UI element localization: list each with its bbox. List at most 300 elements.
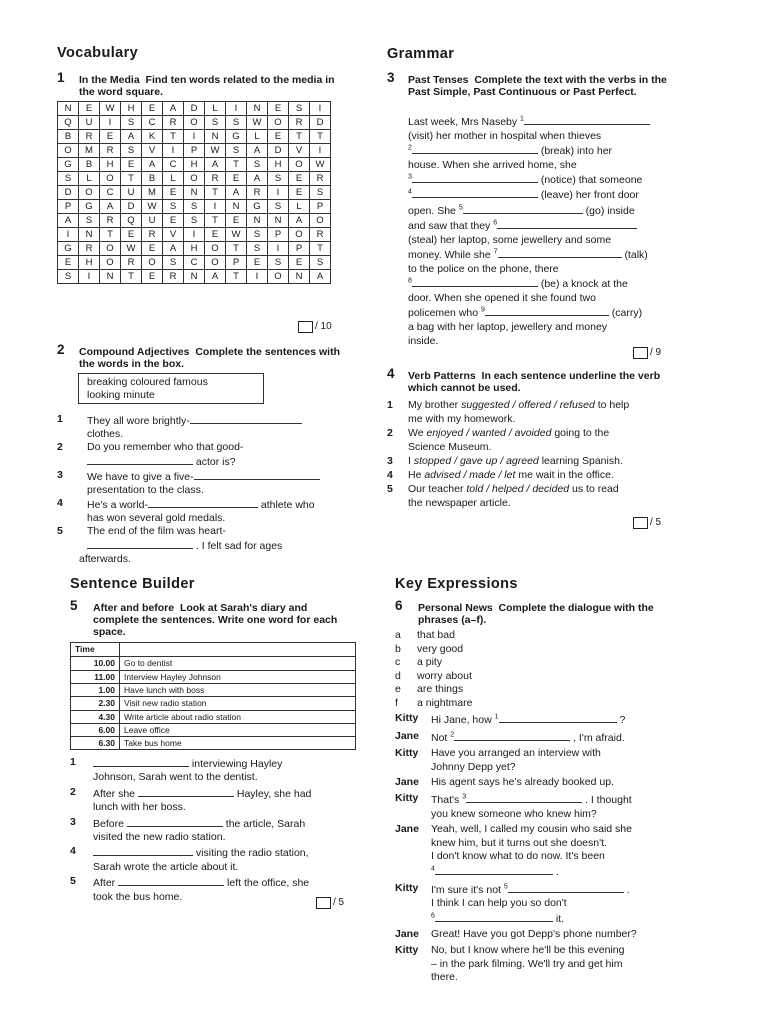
word-square-cell[interactable]: C bbox=[100, 186, 121, 200]
answer-blank[interactable] bbox=[148, 497, 258, 508]
answer-blank[interactable] bbox=[508, 882, 624, 893]
item-text: The end of the film was heart- bbox=[87, 525, 226, 537]
word-square-cell[interactable]: P bbox=[184, 144, 205, 158]
word-square-cell[interactable]: S bbox=[184, 214, 205, 228]
answer-blank[interactable] bbox=[412, 187, 538, 198]
word-square-cell[interactable]: A bbox=[247, 172, 268, 186]
item-text: actor is? bbox=[195, 456, 236, 469]
word-square-cell[interactable]: L bbox=[289, 200, 310, 214]
exercise-3-text bbox=[408, 114, 678, 349]
item-number: 2 bbox=[57, 441, 63, 453]
word-square-cell[interactable]: N bbox=[184, 270, 205, 284]
ex2-item-4 bbox=[57, 497, 315, 526]
word-square-cell[interactable]: N bbox=[268, 214, 289, 228]
word-square-cell[interactable]: R bbox=[310, 172, 331, 186]
word-square-cell[interactable]: N bbox=[205, 130, 226, 144]
word-square-cell[interactable]: E bbox=[142, 102, 163, 116]
word-square-cell[interactable]: S bbox=[163, 200, 184, 214]
word-square-cell[interactable]: H bbox=[100, 158, 121, 172]
word-square-cell[interactable]: E bbox=[289, 172, 310, 186]
answer-blank[interactable] bbox=[194, 469, 320, 480]
word-square-cell[interactable]: G bbox=[79, 200, 100, 214]
word-square-cell[interactable]: K bbox=[142, 130, 163, 144]
gap-number: 7 bbox=[493, 248, 498, 256]
text: a bag with her laptop, jewellery and money bbox=[408, 321, 608, 334]
word-square-cell[interactable]: I bbox=[184, 228, 205, 242]
word-square-cell[interactable]: T bbox=[121, 172, 142, 186]
word-square-cell[interactable]: C bbox=[163, 158, 184, 172]
text: to the police on the phone, there bbox=[408, 262, 559, 275]
word-square-cell[interactable]: O bbox=[100, 172, 121, 186]
item-text: presentation to the class. bbox=[87, 484, 204, 497]
word-square-cell[interactable]: S bbox=[121, 116, 142, 130]
dialogue-text: No, but I know where he'll be this evening bbox=[431, 943, 625, 956]
word-square-cell[interactable]: S bbox=[247, 242, 268, 256]
word-square-cell[interactable]: E bbox=[226, 172, 247, 186]
word-square-cell[interactable]: S bbox=[58, 270, 79, 284]
exercise-5-score: / 5 bbox=[316, 896, 344, 909]
answer-blank[interactable] bbox=[93, 756, 189, 767]
word-square-cell[interactable]: H bbox=[79, 256, 100, 270]
word-square-cell[interactable]: S bbox=[310, 256, 331, 270]
word-square-cell[interactable]: W bbox=[121, 242, 142, 256]
word-square-cell[interactable]: A bbox=[289, 214, 310, 228]
dialogue-text: I'm sure it's not bbox=[431, 883, 501, 896]
text: money. While she bbox=[408, 248, 491, 261]
word-square-cell[interactable]: E bbox=[142, 270, 163, 284]
word-square-cell[interactable]: T bbox=[205, 214, 226, 228]
word-square-cell[interactable]: S bbox=[226, 116, 247, 130]
answer-blank[interactable] bbox=[463, 203, 583, 214]
answer-blank[interactable] bbox=[524, 114, 650, 125]
answer-blank[interactable] bbox=[127, 816, 223, 827]
word-square-cell[interactable]: I bbox=[205, 200, 226, 214]
word-square-cell[interactable]: H bbox=[268, 158, 289, 172]
exercise-4-number: 4 bbox=[387, 366, 395, 381]
word-square-cell[interactable]: S bbox=[268, 256, 289, 270]
diary-event: Leave office bbox=[120, 723, 356, 736]
word-square-cell[interactable]: R bbox=[79, 242, 100, 256]
text: (leave) her front door bbox=[540, 189, 639, 202]
word-square-cell[interactable]: S bbox=[289, 102, 310, 116]
answer-blank[interactable] bbox=[412, 172, 538, 183]
word-square-cell[interactable]: O bbox=[205, 242, 226, 256]
diary-row bbox=[71, 737, 356, 750]
word-square-cell[interactable]: I bbox=[226, 102, 247, 116]
word-square-cell[interactable]: L bbox=[79, 172, 100, 186]
phrase-text: that bad bbox=[417, 629, 455, 641]
item-text: me wait in the office. bbox=[515, 469, 614, 481]
word-square-row bbox=[58, 256, 331, 270]
word-square-cell[interactable]: E bbox=[121, 228, 142, 242]
word-square-cell[interactable]: T bbox=[205, 186, 226, 200]
word-square-cell[interactable]: W bbox=[100, 102, 121, 116]
word-square-cell[interactable]: W bbox=[226, 228, 247, 242]
word-square-cell[interactable]: C bbox=[142, 116, 163, 130]
word-square-cell[interactable]: M bbox=[142, 186, 163, 200]
word-square-cell[interactable]: N bbox=[100, 270, 121, 284]
word-square-cell[interactable]: E bbox=[163, 186, 184, 200]
word-square-cell[interactable]: O bbox=[184, 172, 205, 186]
item-number: 5 bbox=[387, 483, 393, 495]
word-square-cell[interactable]: A bbox=[205, 270, 226, 284]
item-text: We have to give a five- bbox=[87, 471, 194, 483]
answer-blank[interactable] bbox=[497, 218, 637, 229]
word-square-row bbox=[58, 158, 331, 172]
answer-blank[interactable] bbox=[454, 730, 570, 741]
word-square-cell[interactable]: E bbox=[226, 214, 247, 228]
item-text: interviewing Hayley bbox=[191, 758, 283, 770]
word-square-cell[interactable]: S bbox=[268, 172, 289, 186]
verb-options[interactable]: suggested / offered / refused bbox=[461, 399, 595, 411]
dialogue-text: Johnny Depp yet? bbox=[431, 760, 516, 773]
word-square-cell[interactable]: A bbox=[142, 158, 163, 172]
word-square-cell[interactable]: U bbox=[79, 116, 100, 130]
word-square-cell[interactable]: I bbox=[184, 130, 205, 144]
word-square-cell[interactable]: O bbox=[100, 242, 121, 256]
word-square-cell[interactable]: S bbox=[163, 256, 184, 270]
text: (visit) her mother in hospital when thieves bbox=[408, 130, 602, 143]
word-square-cell[interactable]: R bbox=[79, 130, 100, 144]
dialogue-text: Great! Have you got Depp's phone number? bbox=[431, 928, 637, 941]
word-square-cell[interactable]: A bbox=[205, 158, 226, 172]
item-text: athlete who bbox=[260, 499, 315, 511]
word-square-cell[interactable]: V bbox=[289, 144, 310, 158]
word-square-cell[interactable]: R bbox=[289, 116, 310, 130]
diary-row bbox=[71, 710, 356, 723]
dialogue-text: it. bbox=[555, 912, 564, 925]
word-square-cell[interactable]: O bbox=[268, 116, 289, 130]
word-square-cell[interactable]: O bbox=[58, 144, 79, 158]
dialogue-text: . I thought bbox=[585, 793, 632, 806]
item-text: me with my homework. bbox=[408, 413, 516, 425]
word-square-cell[interactable]: U bbox=[121, 186, 142, 200]
word-square-cell[interactable]: N bbox=[289, 270, 310, 284]
word-square-cell[interactable]: D bbox=[184, 102, 205, 116]
word-square-cell[interactable]: V bbox=[163, 228, 184, 242]
word-square-cell[interactable]: S bbox=[121, 144, 142, 158]
text: policemen who bbox=[408, 307, 479, 320]
word-square-cell[interactable]: R bbox=[121, 256, 142, 270]
diary-time: 2.30 bbox=[71, 697, 120, 710]
word-square-cell[interactable]: I bbox=[79, 270, 100, 284]
word-square-cell[interactable]: U bbox=[142, 214, 163, 228]
word-square-cell[interactable]: E bbox=[289, 186, 310, 200]
word-square-cell[interactable]: O bbox=[79, 186, 100, 200]
answer-blank[interactable] bbox=[190, 413, 302, 424]
word-square-cell[interactable]: O bbox=[184, 116, 205, 130]
diary-row bbox=[71, 670, 356, 683]
word-square-cell[interactable]: R bbox=[163, 116, 184, 130]
word-square-cell[interactable]: I bbox=[100, 116, 121, 130]
word-square-cell[interactable]: V bbox=[142, 144, 163, 158]
answer-blank[interactable] bbox=[118, 875, 224, 886]
word-square-cell[interactable]: A bbox=[163, 242, 184, 256]
word-square-cell[interactable]: E bbox=[205, 228, 226, 242]
item-text: left the office, she bbox=[227, 877, 310, 890]
dialogue-text: Hi Jane, how bbox=[431, 714, 492, 726]
phrase-letter: b bbox=[395, 642, 401, 655]
speaker: Jane bbox=[395, 729, 419, 742]
word-square-row bbox=[58, 144, 331, 158]
text: open. She bbox=[408, 204, 456, 217]
word-square-cell[interactable]: T bbox=[100, 228, 121, 242]
item-text: Science Museum. bbox=[408, 441, 492, 453]
word-square-cell[interactable]: T bbox=[289, 130, 310, 144]
item-text: afterwards. bbox=[79, 553, 131, 565]
word-square-cell[interactable]: T bbox=[121, 270, 142, 284]
phrase-text: are things bbox=[417, 683, 464, 695]
item-text: us to read bbox=[569, 483, 619, 495]
word-square-cell[interactable]: E bbox=[121, 158, 142, 172]
diary-time: 11.00 bbox=[71, 670, 120, 683]
word-square-row bbox=[58, 172, 331, 186]
word-square-cell[interactable]: N bbox=[247, 214, 268, 228]
word-square-cell[interactable]: R bbox=[142, 228, 163, 242]
item-number: 1 bbox=[57, 413, 63, 425]
phrase-text: worry about bbox=[417, 669, 472, 682]
word-square-cell[interactable]: N bbox=[247, 102, 268, 116]
answer-blank[interactable] bbox=[412, 143, 538, 154]
verb-options[interactable]: told / helped / decided bbox=[466, 483, 570, 495]
word-square-cell[interactable]: O bbox=[310, 214, 331, 228]
score-box[interactable] bbox=[298, 321, 313, 333]
word-square-row bbox=[58, 270, 331, 284]
word-square-cell[interactable]: R bbox=[163, 270, 184, 284]
word-square bbox=[57, 101, 331, 284]
gap-number: 3 bbox=[408, 173, 412, 181]
word-square-cell[interactable]: A bbox=[121, 130, 142, 144]
item-number: 3 bbox=[387, 455, 393, 467]
word-square-cell[interactable]: T bbox=[226, 270, 247, 284]
word-square-cell[interactable]: D bbox=[268, 144, 289, 158]
item-text: My brother bbox=[408, 399, 462, 411]
phrase-text: a nightmare bbox=[417, 696, 473, 709]
word-square-cell[interactable]: E bbox=[163, 214, 184, 228]
word-square-cell[interactable]: A bbox=[310, 270, 331, 284]
word-square-cell[interactable]: A bbox=[247, 144, 268, 158]
exercise-2-instruction: Compound Adjectives Complete the sentences with the words in the box. bbox=[79, 346, 341, 370]
diary-time: 1.00 bbox=[71, 684, 120, 697]
word-square-cell[interactable]: R bbox=[100, 214, 121, 228]
word-square-cell[interactable]: N bbox=[226, 200, 247, 214]
word-square-cell[interactable]: R bbox=[100, 144, 121, 158]
vocabulary-heading: Vocabulary bbox=[57, 45, 139, 61]
word-square-cell[interactable]: R bbox=[247, 186, 268, 200]
word-square-cell[interactable]: B bbox=[142, 172, 163, 186]
word-square-cell[interactable]: D bbox=[121, 200, 142, 214]
word-square-cell[interactable]: I bbox=[163, 144, 184, 158]
word-square-cell[interactable]: A bbox=[163, 102, 184, 116]
word-square-cell[interactable]: N bbox=[79, 228, 100, 242]
word-square-cell[interactable]: O bbox=[268, 270, 289, 284]
word-square-cell[interactable]: I bbox=[247, 270, 268, 284]
diary-time: 10.00 bbox=[71, 657, 120, 670]
word-square-cell[interactable]: S bbox=[58, 172, 79, 186]
word-square-cell[interactable]: C bbox=[184, 256, 205, 270]
event-header bbox=[120, 643, 356, 657]
answer-blank[interactable] bbox=[466, 792, 582, 803]
diary-time: 6.00 bbox=[71, 723, 120, 736]
dialogue-text: you knew someone who knew him? bbox=[431, 807, 597, 820]
word-square-cell[interactable]: L bbox=[163, 172, 184, 186]
word-square-cell[interactable]: B bbox=[58, 130, 79, 144]
word-square-cell[interactable]: B bbox=[79, 158, 100, 172]
word-square-cell[interactable]: W bbox=[247, 116, 268, 130]
word-square-row bbox=[58, 186, 331, 200]
answer-blank[interactable] bbox=[485, 305, 609, 316]
item-text: They all wore brightly- bbox=[87, 415, 190, 427]
answer-blank[interactable] bbox=[87, 538, 193, 549]
word-square-cell[interactable]: E bbox=[268, 102, 289, 116]
word-square-cell[interactable]: N bbox=[184, 186, 205, 200]
key-expressions-heading: Key Expressions bbox=[395, 576, 518, 592]
item-number: 2 bbox=[70, 785, 76, 798]
word-square-cell[interactable]: O bbox=[142, 256, 163, 270]
sentence-builder-heading: Sentence Builder bbox=[70, 576, 195, 592]
word-square-cell[interactable]: S bbox=[205, 116, 226, 130]
word-square-cell[interactable]: E bbox=[289, 256, 310, 270]
word-square-row bbox=[58, 102, 331, 116]
gap-number: 8 bbox=[408, 277, 412, 285]
word-square-cell[interactable]: S bbox=[226, 144, 247, 158]
phrase-letter: e bbox=[395, 683, 401, 695]
word-square-cell[interactable]: W bbox=[310, 158, 331, 172]
speaker: Kitty bbox=[395, 943, 419, 956]
word-square-row bbox=[58, 214, 331, 228]
word-square-cell[interactable]: A bbox=[226, 186, 247, 200]
word-square-cell[interactable]: P bbox=[310, 200, 331, 214]
word-box bbox=[78, 373, 264, 404]
phrase-text: a pity bbox=[417, 656, 443, 668]
word-square-cell[interactable]: D bbox=[310, 116, 331, 130]
word-square-cell[interactable]: P bbox=[226, 256, 247, 270]
word-square-cell[interactable]: E bbox=[247, 256, 268, 270]
word-square-cell[interactable]: W bbox=[142, 200, 163, 214]
word-square-cell[interactable]: S bbox=[310, 186, 331, 200]
item-text: I bbox=[408, 455, 414, 467]
word-square-cell[interactable]: I bbox=[310, 102, 331, 116]
word-square-cell[interactable]: A bbox=[100, 200, 121, 214]
time-header: Time bbox=[71, 643, 120, 657]
phrase-letter: d bbox=[395, 669, 401, 682]
word-square-cell[interactable]: E bbox=[142, 242, 163, 256]
word-square-cell[interactable]: S bbox=[247, 228, 268, 242]
dialogue-text: there. bbox=[431, 971, 458, 984]
text: (notice) that someone bbox=[540, 174, 643, 187]
verb-options[interactable]: advised / made / let bbox=[424, 469, 516, 481]
word-square-cell[interactable]: N bbox=[58, 102, 79, 116]
word-square-cell[interactable]: O bbox=[289, 228, 310, 242]
verb-options[interactable]: stopped / gave up / agreed bbox=[413, 455, 539, 467]
word-square-cell[interactable]: E bbox=[79, 102, 100, 116]
word-square-cell[interactable]: Q bbox=[121, 214, 142, 228]
word-square-cell[interactable]: S bbox=[268, 200, 289, 214]
text: (talk) bbox=[624, 248, 648, 261]
word-square-cell[interactable]: G bbox=[247, 200, 268, 214]
word-square-cell[interactable]: E bbox=[100, 130, 121, 144]
answer-blank[interactable] bbox=[435, 911, 553, 922]
word-square-cell[interactable]: I bbox=[58, 228, 79, 242]
word-square-cell[interactable]: R bbox=[310, 228, 331, 242]
text: house. When she arrived home, she bbox=[408, 159, 577, 172]
word-square-cell[interactable]: H bbox=[184, 242, 205, 256]
word-square-cell[interactable]: E bbox=[268, 130, 289, 144]
answer-blank[interactable] bbox=[412, 276, 538, 287]
score-box[interactable] bbox=[633, 517, 648, 529]
ex2-item-1 bbox=[57, 413, 302, 442]
word-square-cell[interactable]: I bbox=[268, 186, 289, 200]
word-square-cell[interactable]: T bbox=[310, 242, 331, 256]
word-square-cell[interactable]: M bbox=[79, 144, 100, 158]
word-square-cell[interactable]: O bbox=[100, 256, 121, 270]
word-square-cell[interactable]: L bbox=[247, 130, 268, 144]
word-square-cell[interactable]: T bbox=[310, 130, 331, 144]
word-square-cell[interactable]: H bbox=[184, 158, 205, 172]
item-text: After bbox=[93, 877, 116, 890]
word-square-cell[interactable]: G bbox=[226, 130, 247, 144]
sarah-diary-table bbox=[70, 642, 356, 750]
word-square-cell[interactable]: S bbox=[79, 214, 100, 228]
word-square-cell[interactable]: S bbox=[184, 200, 205, 214]
word-square-cell[interactable]: G bbox=[58, 158, 79, 172]
word-square-cell[interactable]: D bbox=[58, 186, 79, 200]
word-square-cell[interactable]: L bbox=[205, 102, 226, 116]
score-box[interactable] bbox=[316, 897, 331, 909]
word-square-cell[interactable]: W bbox=[205, 144, 226, 158]
answer-blank[interactable] bbox=[93, 845, 193, 856]
word-square-cell[interactable]: S bbox=[247, 158, 268, 172]
word-square-cell[interactable]: T bbox=[226, 242, 247, 256]
phrase-letter: c bbox=[395, 656, 401, 668]
word-square-cell[interactable]: P bbox=[268, 228, 289, 242]
diary-event: Have lunch with boss bbox=[120, 684, 356, 697]
word-square-cell[interactable]: E bbox=[58, 256, 79, 270]
item-number: 3 bbox=[57, 469, 63, 481]
word-square-cell[interactable]: P bbox=[289, 242, 310, 256]
word-square-cell[interactable]: Q bbox=[58, 116, 79, 130]
word-square-cell[interactable]: R bbox=[205, 172, 226, 186]
ex2-item-5 bbox=[57, 525, 282, 554]
word-square-cell[interactable]: O bbox=[289, 158, 310, 172]
score-box[interactable] bbox=[633, 347, 648, 359]
word-square-cell[interactable]: G bbox=[58, 242, 79, 256]
exercise-5-number: 5 bbox=[70, 598, 78, 613]
word-square-cell[interactable]: I bbox=[310, 144, 331, 158]
verb-options[interactable]: enjoyed / wanted / avoided bbox=[426, 427, 552, 439]
word-square-cell[interactable]: P bbox=[58, 200, 79, 214]
word-square-cell[interactable]: T bbox=[163, 130, 184, 144]
gap-number: 4 bbox=[408, 188, 412, 196]
item-number: 1 bbox=[70, 756, 76, 768]
answer-blank[interactable] bbox=[498, 247, 622, 258]
dialogue-text: His agent says he's already booked up. bbox=[431, 776, 614, 789]
word-square-cell[interactable]: A bbox=[58, 214, 79, 228]
answer-blank[interactable] bbox=[87, 454, 193, 465]
diary-event: Write article about radio station bbox=[120, 710, 356, 723]
answer-blank[interactable] bbox=[435, 864, 553, 875]
word-square-cell[interactable]: H bbox=[121, 102, 142, 116]
exercise-5-items bbox=[70, 756, 360, 904]
word-square-cell[interactable]: T bbox=[226, 158, 247, 172]
answer-blank[interactable] bbox=[138, 786, 234, 797]
answer-blank[interactable] bbox=[499, 712, 617, 723]
word-square-cell[interactable]: I bbox=[268, 242, 289, 256]
dialogue-text: knew him, but it turns out she doesn't. bbox=[431, 836, 607, 849]
word-square-row bbox=[58, 200, 331, 214]
phrase-letter: a bbox=[395, 629, 401, 641]
word-square-cell[interactable]: O bbox=[205, 256, 226, 270]
